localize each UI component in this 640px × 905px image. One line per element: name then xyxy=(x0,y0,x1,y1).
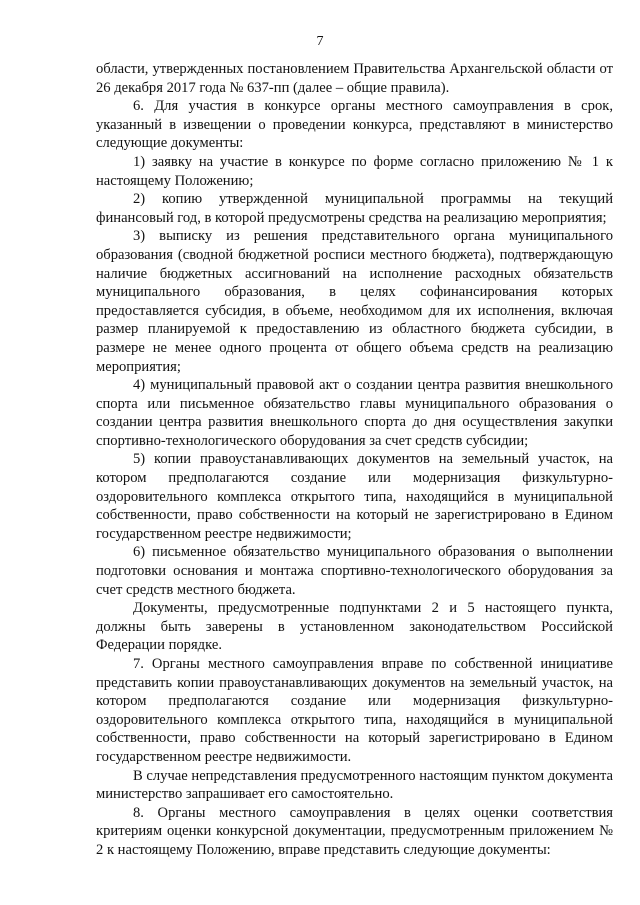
paragraph-non-submission: В случае непредставления предусмотренного настоящим пунктом документа министерство запрашивает его самостоятельно. xyxy=(96,767,613,803)
paragraph-item-7: 7. Органы местного самоуправления вправе по собственной инициативе представить копии правоустанавливающих документов на земельный участок, на котором предполагаются создание или модернизация физкультурно-оздоровительного комплекса открытого типа, находящийся в муниципальной собственности, право собственности на который зарегистрировано в Едином государственном реестре недвижимости. xyxy=(96,656,613,765)
paragraph-certification: Документы, предусмотренные подпунктами 2 и 5 настоящего пункта, должны быть заверены в установленном законодательством Российской Федерации порядке. xyxy=(96,600,613,654)
document-body xyxy=(96,60,613,860)
page-number: 7 xyxy=(316,34,324,49)
subitem-1: 1) заявку на участие в конкурсе по форме согласно приложению № 1 к настоящему Положению; xyxy=(96,153,613,189)
subitem-5: 5) копии правоустанавливающих документов на земельный участок, на котором предполагаются создание или модернизация физкультурно-оздоровительного комплекса открытого типа, находящийся в муниципальной собственности, право собственности на который не зарегистрировано в Едином государственном реестре недвижимости; xyxy=(96,451,613,542)
subitem-2: 2) копию утвержденной муниципальной программы на текущий финансовый год, в которой предусмотрены средства на реализацию мероприятия; xyxy=(96,191,613,226)
subitem-6: 6) письменное обязательство муниципального образования о выполнении подготовки основания и монтажа спортивно-технологического оборудования за счет средств местного бюджета. xyxy=(96,544,613,598)
paragraph-item-8: 8. Органы местного самоуправления в целях оценки соответствия критериям оценки конкурсной документации, предусмотренным приложением № 2 к настоящему Положению, вправе представить следующие документы: xyxy=(96,804,613,858)
paragraph-continuation: области, утвержденных постановлением Правительства Архангельской области от 26 декабря 2017 года № 637-пп (далее – общие правила). xyxy=(96,61,613,96)
subitem-3: 3) выписку из решения представительного органа муниципального образования (сводной бюджетной росписи местного бюджета), подтверждающую наличие бюджетных ассигнований на исполнение расходных обязательств муниципального образования, в целях софинансирования которых предоставляется субсидия, в объеме, необходимом для их исполнения, включая размер планируемой к предоставлению из областного бюджета субсидии, в размере не менее одного процента от общего объема средств на реализацию мероприятия; xyxy=(96,228,613,375)
paragraph-item-6: 6. Для участия в конкурсе органы местного самоуправления в срок, указанный в извещении о проведении конкурса, представляют в министерство следующие документы: xyxy=(96,98,613,152)
subitem-4: 4) муниципальный правовой акт о создании центра развития внешкольного спорта или письменное обязательство главы муниципального образования о создании центра развития внешкольного спорта до дня осуществления закупки спортивно-технологического оборудования за счет средств субсидии; xyxy=(96,377,613,449)
